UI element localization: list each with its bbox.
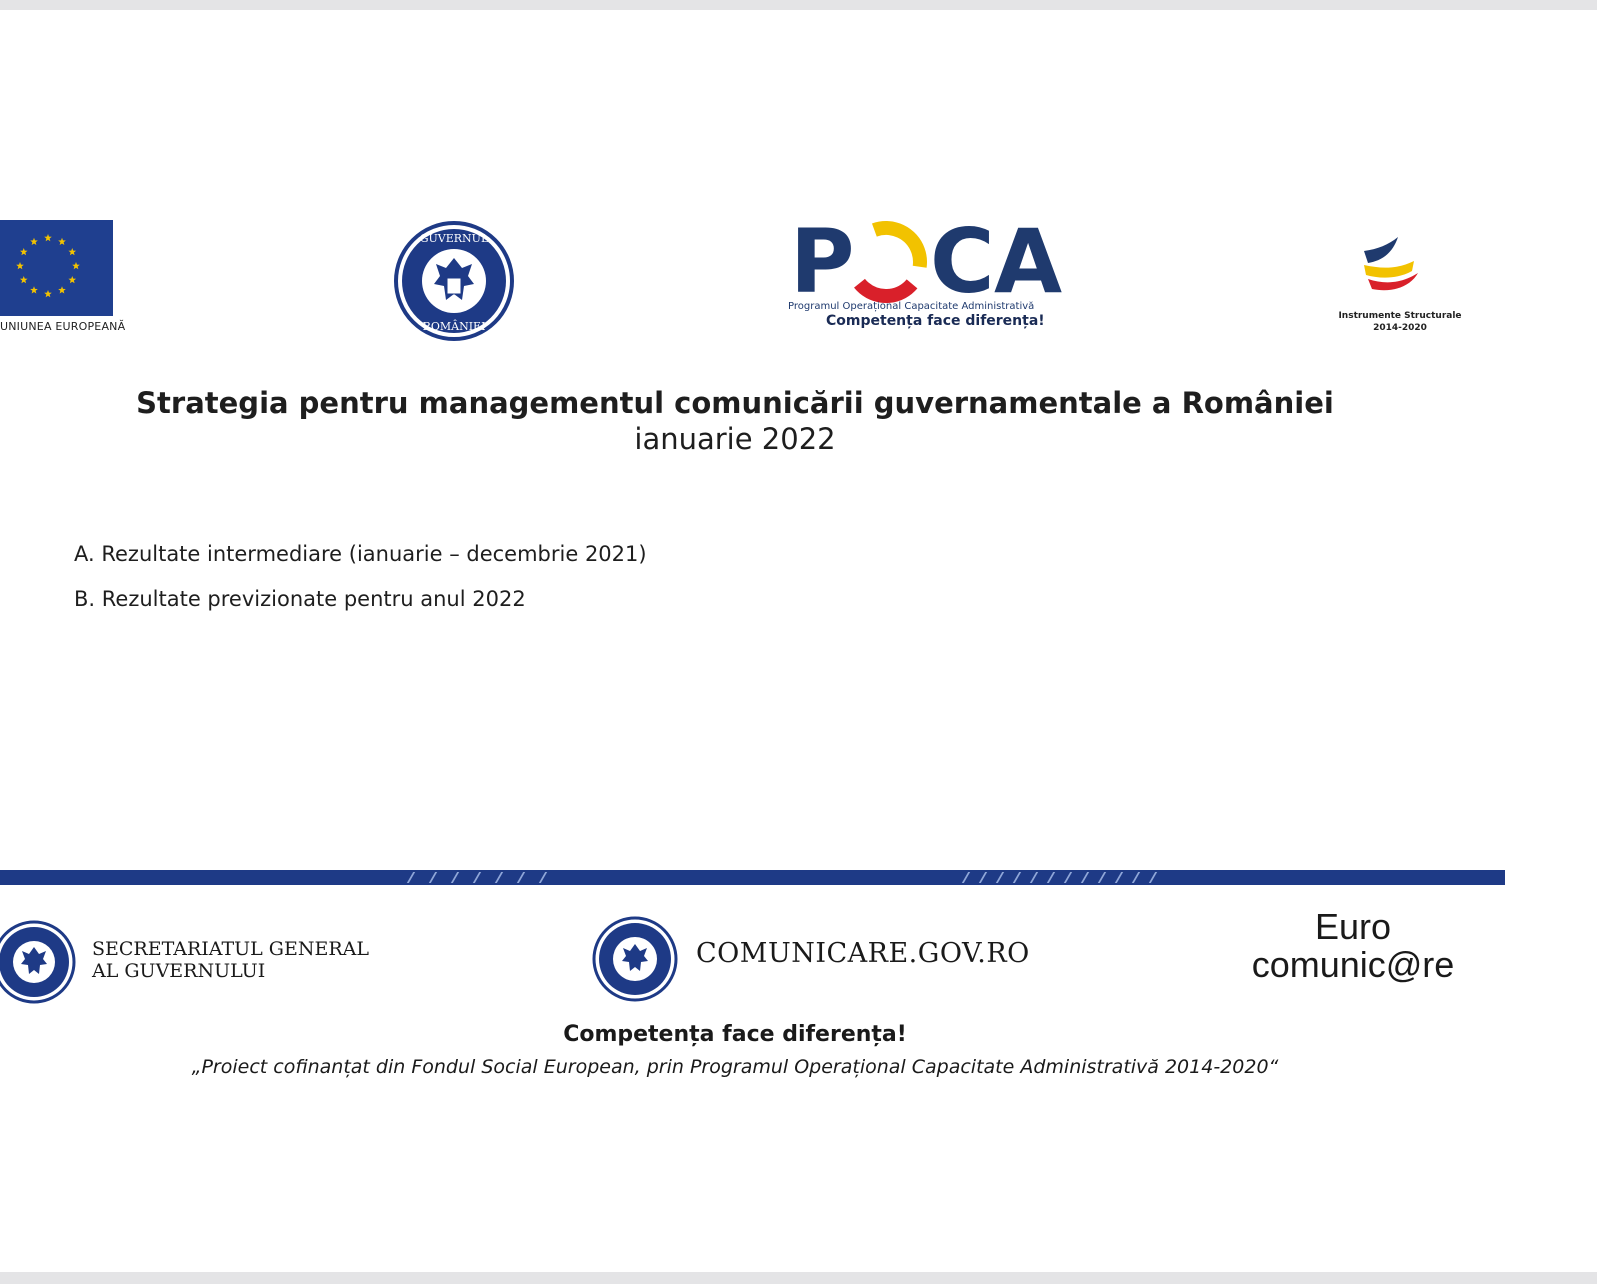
poca-logo bbox=[790, 218, 1068, 306]
eu-star-icon bbox=[20, 248, 28, 255]
band-hatch-mark bbox=[1013, 872, 1021, 883]
band-hatch-mark bbox=[1149, 872, 1157, 883]
eu-star-icon bbox=[58, 286, 66, 293]
band-hatch-mark bbox=[1098, 872, 1106, 883]
government-seal-logo bbox=[393, 220, 515, 342]
eu-star-icon bbox=[30, 286, 38, 293]
band-hatch-mark bbox=[495, 872, 503, 883]
eu-star-icon bbox=[30, 238, 38, 245]
svg-text:P: P bbox=[790, 218, 853, 306]
document-date: ianuarie 2022 bbox=[634, 422, 836, 456]
band-hatch-mark bbox=[962, 872, 970, 883]
coat-of-arms-icon bbox=[393, 220, 515, 342]
band-hatch-mark bbox=[1081, 872, 1089, 883]
eu-star-icon bbox=[44, 290, 52, 297]
band-hatch-mark bbox=[517, 872, 525, 883]
footer-tagline: Competența face diferența! bbox=[563, 1022, 907, 1047]
band-hatch-mark bbox=[473, 872, 481, 883]
band-hatch-mark bbox=[1064, 872, 1072, 883]
band-hatch-mark bbox=[1115, 872, 1123, 883]
band-hatch-mark bbox=[429, 872, 437, 883]
svg-text:GUVERNUL: GUVERNUL bbox=[419, 232, 489, 245]
band-hatch-mark bbox=[1047, 872, 1055, 883]
band-hatch-mark bbox=[996, 872, 1004, 883]
sgg-name: SECRETARIATUL GENERAL AL GUVERNULUI bbox=[92, 938, 369, 982]
band-hatch-mark bbox=[1132, 872, 1140, 883]
eu-star-icon bbox=[20, 276, 28, 283]
eu-star-icon bbox=[68, 276, 76, 283]
poca-tagline: Competența face diferența! bbox=[826, 313, 1045, 329]
band-hatch-mark bbox=[451, 872, 459, 883]
eu-star-icon bbox=[58, 238, 66, 245]
band-hatch-mark bbox=[1030, 872, 1038, 883]
contents-item-b: B. Rezultate previzionate pentru anul 2022 bbox=[74, 587, 526, 611]
footer-band bbox=[0, 870, 1505, 885]
website-label: COMUNICARE.GOV.RO bbox=[696, 938, 1030, 969]
euro-comunicare-logo: Euro comunic@re bbox=[1251, 906, 1455, 985]
instrumente-structurale-label: Instrumente Structurale 2014-2020 bbox=[1338, 311, 1462, 333]
svg-text:A: A bbox=[994, 218, 1063, 306]
eu-star-icon bbox=[72, 262, 80, 269]
band-hatch-mark bbox=[539, 872, 547, 883]
sgg-seal-logo bbox=[0, 920, 76, 1004]
ribbon-icon bbox=[1358, 235, 1430, 305]
comunicare-seal-logo bbox=[592, 916, 678, 1002]
eu-star-icon bbox=[68, 248, 76, 255]
eu-star-icon bbox=[16, 262, 24, 269]
band-hatch-mark bbox=[407, 872, 415, 883]
document-page bbox=[0, 10, 1597, 1272]
coat-of-arms-icon bbox=[592, 916, 678, 1002]
eu-flag-logo bbox=[0, 220, 113, 316]
contents-item-a: A. Rezultate intermediare (ianuarie – decembrie 2021) bbox=[74, 542, 647, 566]
eu-stars-icon bbox=[0, 220, 113, 316]
band-hatch-mark bbox=[979, 872, 987, 883]
project-cofinancing-note: „Proiect cofinanțat din Fondul Social European, prin Programul Operațional Capacitate Administrativă 2014-2020“ bbox=[191, 1056, 1279, 1078]
poca-program-name: Programul Operațional Capacitate Administrativă bbox=[788, 301, 1035, 312]
coat-of-arms-icon bbox=[0, 920, 76, 1004]
svg-text:ROMÂNIEI: ROMÂNIEI bbox=[422, 320, 486, 333]
eu-star-icon bbox=[44, 234, 52, 241]
instrumente-structurale-logo bbox=[1358, 235, 1430, 305]
eu-label: UNIUNEA EUROPEANĂ bbox=[0, 320, 126, 333]
svg-text:C: C bbox=[930, 218, 995, 306]
document-title: Strategia pentru managementul comunicării guvernamentale a României bbox=[136, 386, 1334, 420]
